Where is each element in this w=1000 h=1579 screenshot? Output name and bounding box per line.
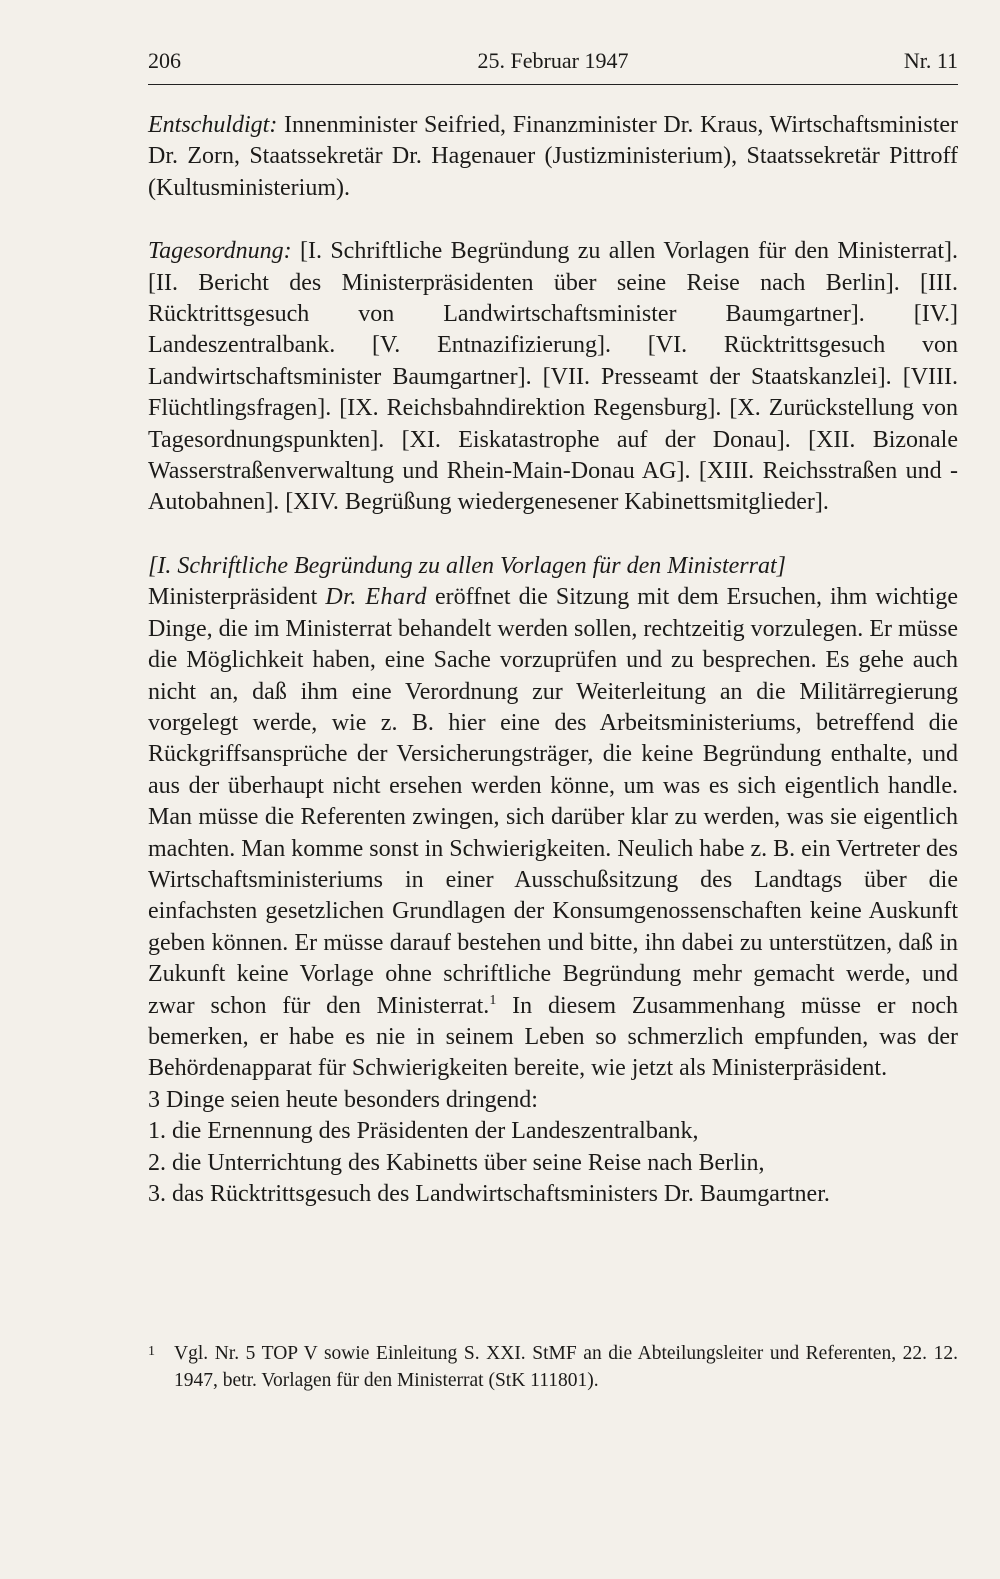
- paragraph-gap: [148, 204, 958, 236]
- main-text: [148, 110, 958, 1210]
- footnote-reference: 1: [489, 992, 497, 1008]
- page-number: 206: [148, 48, 181, 73]
- footnote: [148, 1340, 958, 1394]
- list-item: 1. die Ernennung des Präsidenten der Landeszentralbank,: [148, 1118, 699, 1145]
- list-item: 2. die Unterrichtung des Kabinetts über seine Reise nach Berlin,: [148, 1149, 765, 1176]
- document-number: Nr. 11: [903, 48, 958, 73]
- paragraph-gap: [148, 519, 958, 551]
- footnote-text: Vgl. Nr. 5 TOP V sowie Einleitung S. XXI. StMF an die Abteilungsleiter und Referenten, 22. 12. 1947, betr. Vorlagen für den Ministerrat (StK 111801).: [174, 1343, 958, 1391]
- list-item: 3. das Rücktrittsgesuch des Landwirtschaftsministers Dr. Baumgartner.: [148, 1181, 830, 1207]
- list-intro: 3 Dinge seien heute besonders dringend:: [148, 1086, 538, 1113]
- para-text-b: In diesem Zusammenhang müsse er noch bemerken, er habe es nie in seinem Leben so schmerzlich empfunden, was der Behördenapparat für Schwierigkeiten bereite, wie jetzt als Ministerpräsident.: [148, 992, 958, 1082]
- excused-text: Innenminister Seifried, Finanzminister Dr. Kraus, Wirtschaftsminister Dr. Zorn, Staatssekretär Dr. Hagenauer (Justizministerium), Staatssekretär Pittroff (Kultusministerium).: [148, 112, 958, 201]
- agenda-paragraph: [148, 236, 958, 519]
- speaker-name: Dr. Ehard: [325, 584, 427, 611]
- para-start: Ministerpräsident: [148, 584, 326, 611]
- excused-label: Entschuldigt:: [148, 112, 278, 138]
- section-heading: [I. Schriftliche Begründung zu allen Vorlagen für den Ministerrat]: [148, 552, 786, 579]
- agenda-label: Tagesordnung:: [148, 238, 292, 265]
- agenda-text: [I. Schriftliche Begründung zu allen Vorlagen für den Ministerrat]. [II. Bericht des Ministerpräsidenten über seine Reise nach Berlin]. [III. Rücktrittsgesuch von Landwirtschaftsminister Baumgartner]. [IV.] Landeszentralbank. [V. Entnazifizierung]. [VI. Rücktrittsgesuch von Landwirtschaftsminister Baumgartner]. [VII. Presseamt der Staatskanzlei]. [VIII. Flüchtlingsfragen]. [IX. Reichsbahndirektion Regensburg]. [X. Zurückstellung von Tagesordnungspunkten]. [XI. Eiskatastrophe auf der Donau]. [XII. Bizonale Wasserstraßenverwaltung und Rhein-Main-Donau AG]. [XIII. Reichsstraßen und -Autobahnen]. [XIV. Begrüßung wiedergenesener Kabinettsmitglieder].: [148, 238, 958, 516]
- running-header: [148, 48, 958, 82]
- section-paragraph: [148, 582, 958, 1085]
- footnote-mark: 1: [148, 1344, 155, 1359]
- header-date: 25. Februar 1947: [477, 48, 629, 73]
- para-text-a: eröffnet die Sitzung mit dem Ersuchen, ihm wichtige Dinge, die im Ministerrat behandelt werden sollen, rechtzeitig vorzulegen. Er müsse die Möglichkeit haben, eine Sache vorzuprüfen und zu besprechen. Es gehe auch nicht an, daß ihm eine Verordnung zur Weiterleitung an die Militärregierung vorgelegt werde, wie z. B. hier eine des Arbeitsministeriums, betreffend die Rückgriffsansprüche der Versicherungsträger, die keine Begründung enthalte, und aus der überhaupt nicht ersehen werden könne, um was es sich eigentlich handle. Man müsse die Referenten zwingen, sich darüber klar zu werden, was sie eigentlich machten. Man komme sonst in Schwierigkeiten. Neulich habe z. B. ein Vertreter des Wirtschaftsministeriums in einer Ausschußsitzung des Landtags über die einfachsten gesetzlichen Grundlagen der Konsumgenossenschaften keine Auskunft geben können. Er müsse darauf bestehen und bitte, ihn dabei zu unterstützen, daß in Zukunft keine Vorlage ohne schriftliche Begründung mehr gemacht werde, und zwar schon für den Ministerrat.: [148, 584, 958, 1019]
- header-rule: [148, 84, 958, 85]
- excused-paragraph: [148, 110, 958, 204]
